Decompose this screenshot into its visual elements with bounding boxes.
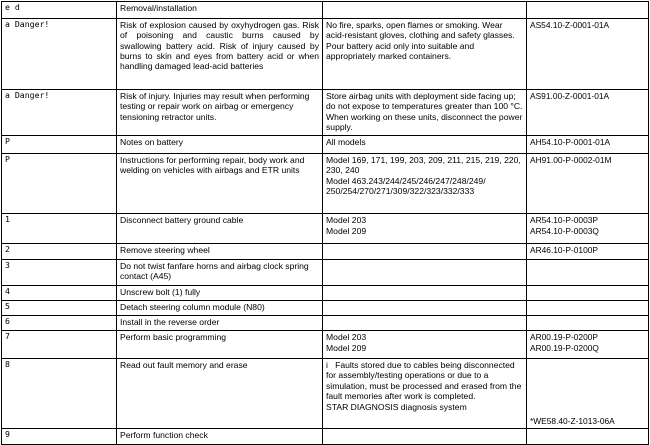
step-text: Unscrew bolt (1) fully [117,286,323,301]
reference-code [527,2,649,19]
condition-cell [323,286,527,301]
step-number: 9 [2,429,117,445]
step-number: 5 [2,301,117,316]
condition-cell [323,359,527,429]
model-list: Model 169, 171, 199, 203, 209, 211, 215, 219, 220, 230, 240 [326,155,521,176]
table-row [2,316,649,331]
diagnosis-system-label: STAR DIAGNOSIS diagnosis system [326,402,467,413]
reference-code: *WE58.40-Z-1013-06A [527,359,649,429]
condition-cell [323,154,527,214]
step-number: 3 [2,260,117,286]
step-number: 8 [2,359,117,429]
table-row [2,90,649,136]
reference-code: AS91.00-Z-0001-01A [527,90,649,136]
reference-code [527,331,649,359]
row-marker: P [2,154,117,214]
step-text: Instructions for performing repair, body work and welding on vehicles with airbags and ETR units [117,154,323,214]
instructions-table [1,1,649,445]
model-label: Model 209 [326,343,367,354]
reference-code [527,214,649,244]
step-number: 7 [2,331,117,359]
model-label: Model 209 [326,226,367,237]
table-row [2,260,649,286]
row-marker: P [2,136,117,154]
risk-text: Risk of injury. Injuries may result when performing testing or repair work on airbag or emergency tensioning retractor units. [117,90,323,136]
table-row [2,429,649,445]
table-row [2,19,649,90]
condition-cell [323,260,527,286]
step-text: Remove steering wheel [117,244,323,260]
reference-code-b: AR00.19-P-0200Q [530,343,599,354]
table-row [2,2,649,19]
condition-cell [323,244,527,260]
reference-code [527,316,649,331]
table-row [2,301,649,316]
table-row [2,331,649,359]
condition-cell [323,331,527,359]
condition-cell [323,301,527,316]
reference-code: AR46.10-P-0100P [527,244,649,260]
reference-code-a: AR00.19-P-0200P [530,332,598,342]
danger-marker: a Danger! [2,90,117,136]
condition-cell [323,2,527,19]
reference-code-b: AR54.10-P-0003Q [530,226,599,237]
table-row [2,136,649,154]
reference-code: AH91.00-P-0002-01M [527,154,649,214]
condition-cell [323,316,527,331]
table-row [2,154,649,214]
risk-text: Risk of explosion caused by oxyhydrogen gas. Risk of poisoning and caustic burns caused by swallowing battery acid. Risk of injury caused by burns to skin and eyes from battery acid or when handling damaged lead-acid batteries [117,19,323,90]
step-text: Perform function check [117,429,323,445]
step-number: 4 [2,286,117,301]
table-row [2,214,649,244]
reference-code: AH54.10-P-0001-01A [527,136,649,154]
measure-text: No fire, sparks, open flames or smoking. Wear acid-resistant gloves, clothing and safety glasses. Pour battery acid only into suitable and appropriately marked containers. [323,19,527,90]
step-text: Read out fault memory and erase [117,359,323,429]
reference-code [527,260,649,286]
step-text: Install in the reverse order [117,316,323,331]
condition-cell [323,429,527,445]
step-number: 6 [2,316,117,331]
row-marker: e d [2,2,117,19]
reference-code [527,301,649,316]
step-number: 1 [2,214,117,244]
table-row [2,359,649,429]
reference-code [527,286,649,301]
measure-text: Store airbag units with deployment side facing up; do not expose to temperatures greater than 100 °C. When working on these units, disconnect the power supply. [323,90,527,136]
model-list: Model 463.243/244/245/246/247/248/249/ 250/254/270/271/309/322/323/332/333 [326,175,486,196]
table-row [2,244,649,260]
step-text: Detach steering column module (N80) [117,301,323,316]
step-text: Removal/installation [117,2,323,19]
condition-cell [323,214,527,244]
reference-code-a: AR54.10-P-0003P [530,215,598,225]
step-text: Notes on battery [117,136,323,154]
step-text: Do not twist fanfare horns and airbag clock spring contact (A45) [117,260,323,286]
info-note: i Faults stored due to cables being disconnected for assembly/testing operations or due to a simulation, must be processed and erased from the fault memories after work is completed. [326,360,524,401]
reference-code [527,429,649,445]
table-row [2,286,649,301]
model-label: Model 203 [326,332,367,342]
danger-marker: a Danger! [2,19,117,90]
step-number: 2 [2,244,117,260]
condition-cell: All models [323,136,527,154]
step-text: Perform basic programming [117,331,323,359]
model-label: Model 203 [326,215,367,225]
step-text: Disconnect battery ground cable [117,214,323,244]
reference-code: AS54.10-Z-0001-01A [527,19,649,90]
